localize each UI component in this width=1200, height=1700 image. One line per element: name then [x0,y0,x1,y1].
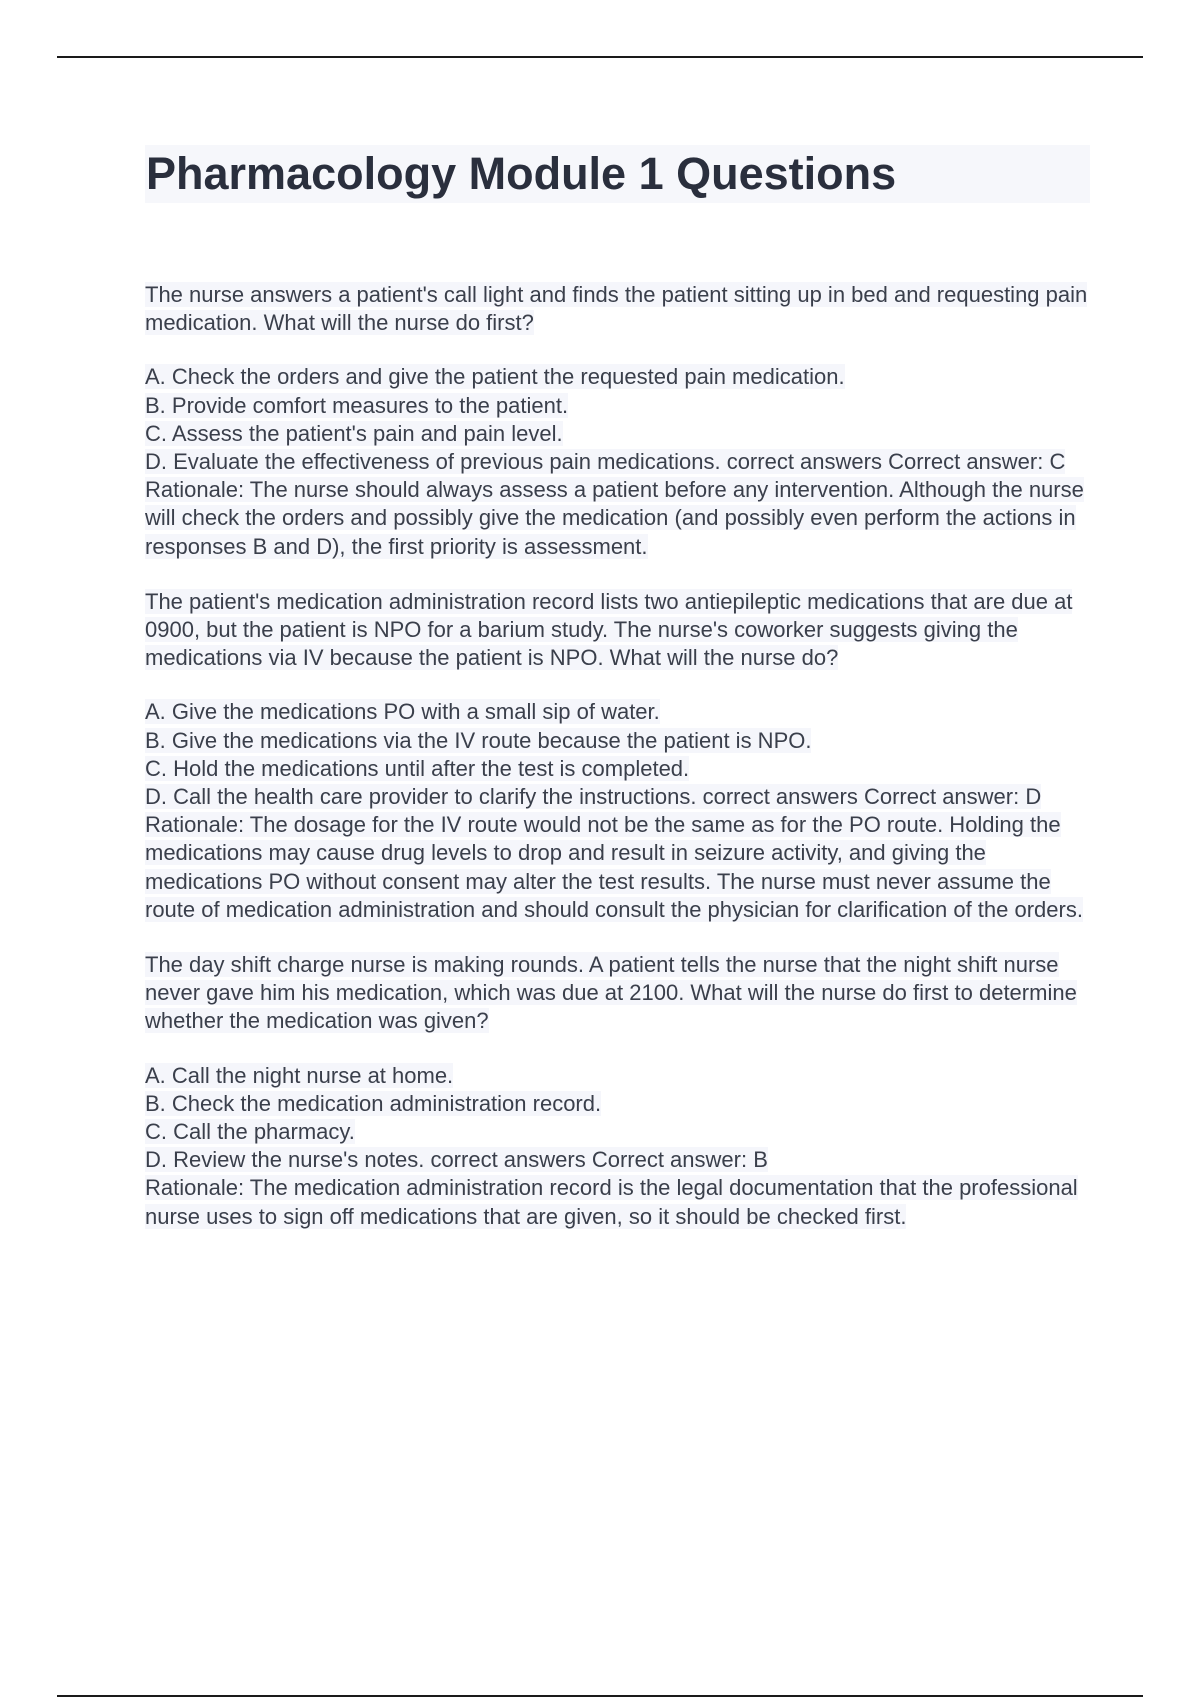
rationale: Rationale: The nurse should always assess a patient before any intervention. Although the nurse will check the orders and possibly give the medication (and possibly even perform the actions in responses B and D), the first priority is assessment. [145,477,1084,559]
option-c: C. Assess the patient's pain and pain level. [145,420,563,446]
option-c: C. Call the pharmacy. [145,1119,355,1145]
option-a: A. Call the night nurse at home. [145,1062,454,1088]
question-block-2 [145,588,1090,924]
option-d-answer: D. Call the health care provider to clarify the instructions. correct answers Correct answer: D [145,784,1042,810]
question-list [145,281,1090,1231]
question-stem: The patient's medication administration record lists two antiepileptic medications that are due at 0900, but the patient is NPO for a barium study. The nurse's coworker suggests giving the medications via IV because the patient is NPO. What will the nurse do? [145,588,1073,671]
rationale: Rationale: The dosage for the IV route would not be the same as for the PO route. Holding the medications may cause drug levels to drop and result in seizure activity, and giving the medications PO without consent may alter the test results. The nurse must never assume the route of medication administration and should consult the physician for clarification of the orders. [145,812,1083,922]
option-b: B. Check the medication administration record. [145,1090,602,1116]
question-stem: The day shift charge nurse is making rounds. A patient tells the nurse that the night shift nurse never gave him his medication, which was due at 2100. What will the nurse do first to determine whether the medication was given? [145,952,1077,1034]
rationale: Rationale: The medication administration record is the legal documentation that the professional nurse uses to sign off medications that are given, so it should be checked first. [145,1175,1078,1229]
option-b: B. Provide comfort measures to the patient. [145,392,569,418]
bottom-rule [57,1695,1143,1697]
option-b: B. Give the medications via the IV route because the patient is NPO. [145,727,812,753]
top-rule [57,56,1143,58]
question-block-3 [145,951,1090,1231]
page-title: Pharmacology Module 1 Questions [145,145,1090,203]
question-stem: The nurse answers a patient's call light and finds the patient sitting up in bed and requesting pain medication. What will the nurse do first? [145,282,1088,336]
option-a: A. Give the medications PO with a small sip of water. [145,699,660,725]
option-d-answer: D. Review the nurse's notes. correct answers Correct answer: B [145,1147,768,1173]
question-block-1 [145,281,1090,561]
option-d-answer: D. Evaluate the effectiveness of previous pain medications. correct answers Correct answer: C [145,449,1066,475]
document-body [145,145,1090,1258]
option-c: C. Hold the medications until after the test is completed. [145,755,690,781]
option-a: A. Check the orders and give the patient the requested pain medication. [145,364,845,390]
